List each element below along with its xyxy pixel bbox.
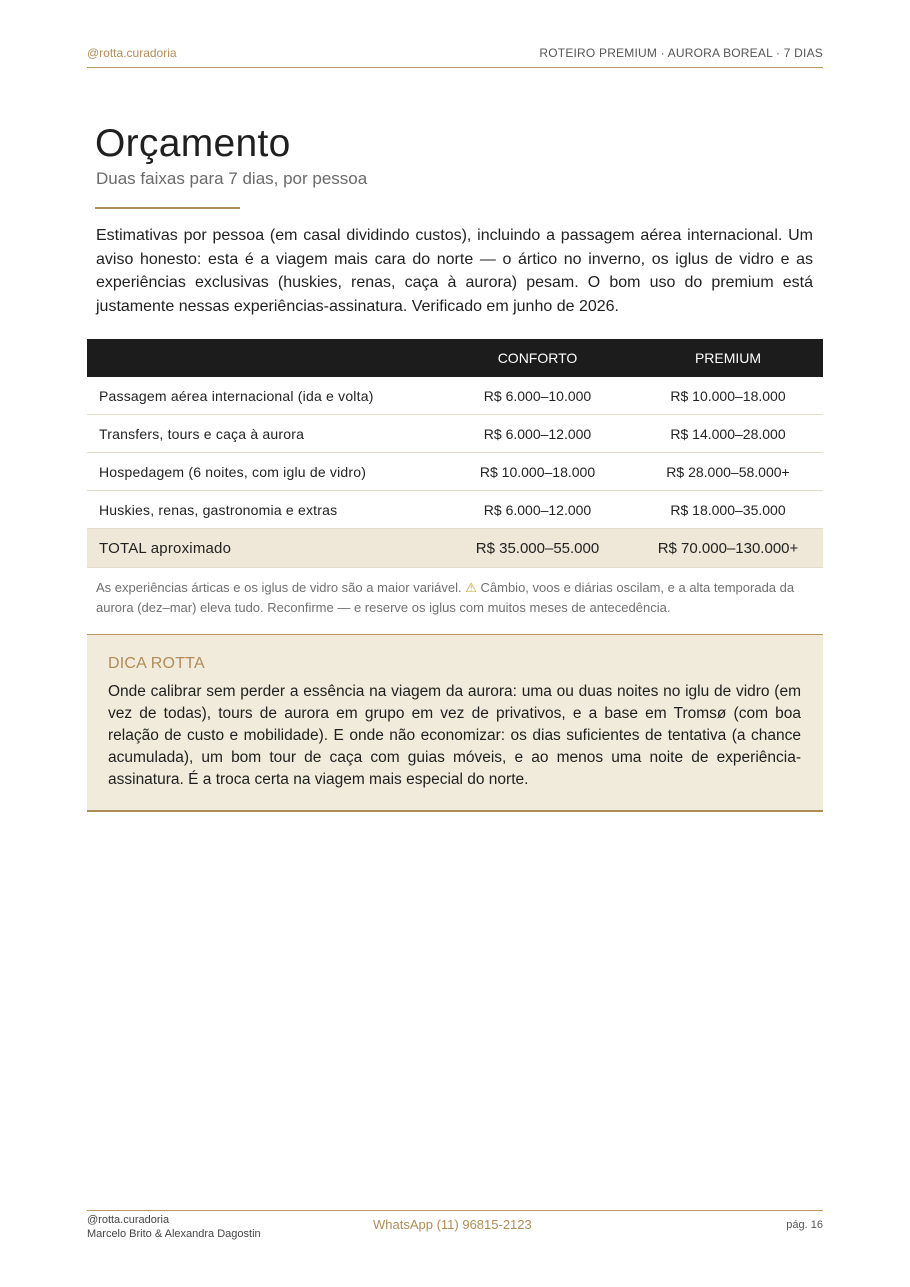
table-row [87,453,823,491]
footer-handle: @rotta.curadoria [87,1214,170,1226]
table-row [87,491,823,529]
conforto-value: R$ 6.000–12.000 [442,415,633,453]
page-subtitle: Duas faixas para 7 dias, por pessoa [96,169,368,188]
column-header-premium: PREMIUM [633,339,823,377]
total-premium-value: R$ 70.000–130.000+ [633,529,823,568]
conforto-value: R$ 6.000–10.000 [442,377,633,415]
premium-value: R$ 10.000–18.000 [633,377,823,415]
total-label: TOTAL aproximado [87,529,442,568]
footnote-text-end: Câmbio, voos e diárias oscilam, e a alta temporada da aurora (dez–mar) eleva tudo. Reconfirme — e reserve os iglus com muitos meses de antecedência. [96,580,795,615]
row-label: Hospedagem (6 noites, com iglu de vidro) [87,453,442,491]
footer-divider [87,1210,823,1211]
tip-box [87,634,823,812]
tip-body: Onde calibrar sem perder a essência na viagem da aurora: uma ou duas noites no iglu de vidro (em vez de todas), tours de aurora em grupo em vez de privativos, e a base em Tromsø (com boa relação de custo e mobilidade). E onde não economizar: os dias suficientes de tentativa (a chance acumulada), um bom tour de caça com guias móveis, e ao menos uma noite de experiência-assinatura. É a troca certa na viagem mais especial do norte. [108,683,801,788]
column-header-item [87,339,442,377]
premium-value: R$ 28.000–58.000+ [633,453,823,491]
table-footnote [96,578,818,618]
premium-value: R$ 18.000–35.000 [633,491,823,529]
warning-icon: ⚠ [465,580,477,595]
column-header-conforto: CONFORTO [442,339,633,377]
row-label: Huskies, renas, gastronomia e extras [87,491,442,529]
intro-paragraph: Estimativas por pessoa (em casal dividindo custos), incluindo a passagem aérea internacional. Um aviso honesto: esta é a viagem mais cara do norte — o ártico no inverno, os iglus de vidro e as experiências exclusivas (huskies, renas, caça à aurora) pesam. O bom uso do premium está justamente nessas experiências-assinatura. Verificado em junho de 2026. [96,227,813,315]
row-label: Passagem aérea internacional (ida e volta) [87,377,442,415]
page-header [87,46,823,68]
conforto-value: R$ 10.000–18.000 [442,453,633,491]
total-conforto-value: R$ 35.000–55.000 [442,529,633,568]
footer-whatsapp-contact: WhatsApp (11) 96815-2123 [373,1217,532,1232]
title-divider [95,207,240,209]
table-header-row [87,339,823,377]
table-row [87,415,823,453]
conforto-value: R$ 6.000–12.000 [442,491,633,529]
budget-table [87,339,823,568]
header-doc-label: ROTEIRO PREMIUM · AURORA BOREAL · 7 DIAS [539,46,823,60]
header-brand: @rotta.curadoria [87,46,177,60]
premium-value: R$ 14.000–28.000 [633,415,823,453]
footer-credits [87,1213,261,1241]
page-title: Orçamento [95,122,291,165]
footnote-text-start: As experiências árticas e os iglus de vidro são a maior variável. [96,580,466,595]
table-row [87,377,823,415]
page-number: pág. 16 [786,1219,823,1231]
footer-authors: Marcelo Brito & Alexandra Dagostin [87,1228,261,1240]
total-row [87,529,823,568]
tip-title: DICA ROTTA [108,655,205,672]
row-label: Transfers, tours e caça à aurora [87,415,442,453]
